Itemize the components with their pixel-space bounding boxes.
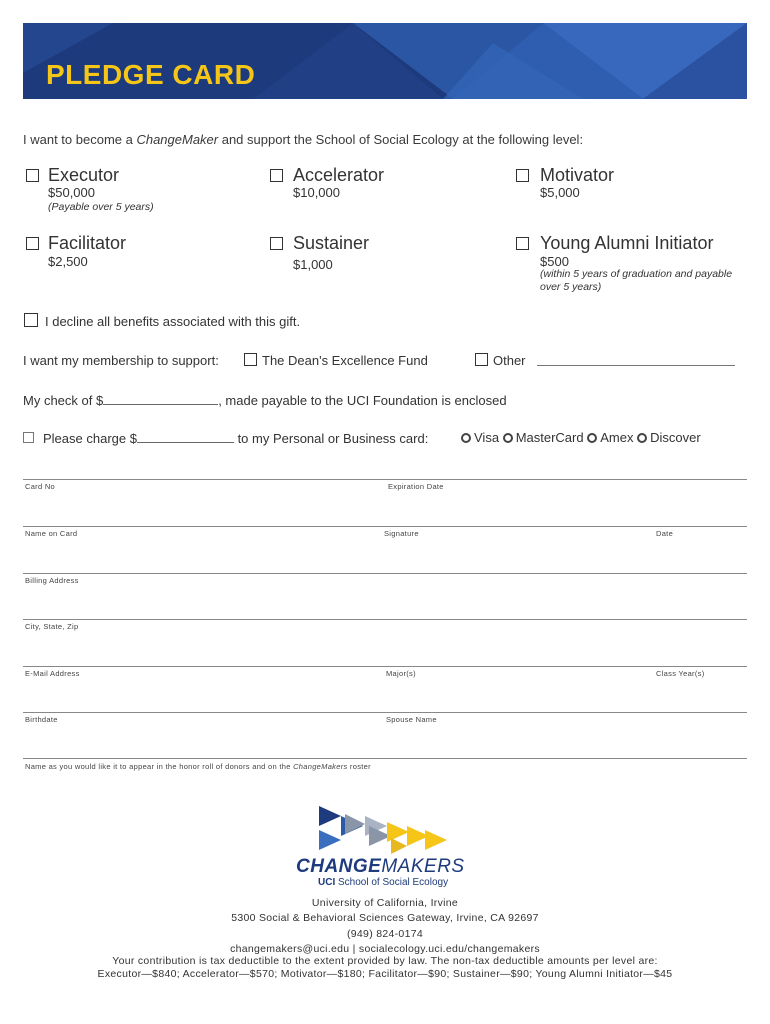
other-fund-label: Other bbox=[493, 353, 526, 368]
discover-label: Discover bbox=[650, 430, 701, 445]
mastercard-label: MasterCard bbox=[515, 430, 584, 445]
honor-roll-label: Name as you would like it to appear in the honor roll of donors and on the ChangeMakers roster bbox=[25, 762, 371, 771]
executor-checkbox[interactable] bbox=[26, 169, 39, 182]
card-type-options bbox=[461, 430, 701, 445]
motivator-checkbox[interactable] bbox=[516, 169, 529, 182]
footer-phone: (949) 824-0174 bbox=[346, 928, 423, 940]
check-line: My check of $ , made payable to the UCI Foundation is enclosed bbox=[23, 393, 507, 408]
card-number-field-line[interactable] bbox=[23, 526, 747, 527]
level-sustainer-name: Sustainer bbox=[293, 233, 370, 253]
email-label: E-Mail Address bbox=[25, 669, 80, 678]
footer-address: 5300 Social & Behavioral Sciences Gateway, Irvine, CA 92697 bbox=[231, 912, 539, 924]
page-title: PLEDGE CARD bbox=[46, 59, 256, 90]
level-accelerator-name: Accelerator bbox=[293, 165, 385, 185]
email-field-line[interactable] bbox=[23, 712, 747, 713]
majors-label: Major(s) bbox=[386, 669, 416, 678]
level-sustainer-amount: $1,000 bbox=[293, 257, 333, 272]
level-young-alumni-amount: $500 bbox=[540, 254, 569, 269]
logo-subtitle: UCI School of Social Ecology bbox=[318, 877, 449, 888]
name-on-card-field-line[interactable] bbox=[23, 573, 747, 574]
charge-card-checkbox[interactable] bbox=[23, 432, 34, 443]
sustainer-checkbox[interactable] bbox=[270, 237, 283, 250]
city-state-zip-field-line[interactable] bbox=[23, 666, 747, 667]
footer-university: University of California, Irvine bbox=[311, 897, 459, 909]
level-executor-note: (Payable over 5 years) bbox=[48, 201, 154, 213]
discover-radio[interactable] bbox=[637, 433, 647, 443]
accelerator-checkbox[interactable] bbox=[270, 169, 283, 182]
visa-label: Visa bbox=[474, 430, 500, 445]
class-years-label: Class Year(s) bbox=[656, 669, 705, 678]
billing-address-field-line[interactable] bbox=[23, 619, 747, 620]
facilitator-checkbox[interactable] bbox=[26, 237, 39, 250]
membership-label: I want my membership to support: bbox=[23, 353, 219, 368]
pledge-card-banner bbox=[23, 23, 747, 99]
signature-label: Signature bbox=[384, 529, 419, 538]
young-alumni-checkbox[interactable] bbox=[516, 237, 529, 250]
charge-amount-input[interactable] bbox=[137, 430, 234, 443]
date-label: Date bbox=[656, 529, 674, 538]
charge-line: Please charge $ to my Personal or Business card: bbox=[43, 431, 429, 446]
footer-tax-amounts: Executor—$840; Accelerator—$570; Motivator—$180; Facilitator—$90; Sustainer—$90; Young Alumni Initiator—$45 bbox=[97, 968, 673, 980]
expiration-date-label: Expiration Date bbox=[388, 482, 444, 491]
level-facilitator-name: Facilitator bbox=[48, 233, 127, 253]
check-amount-input[interactable] bbox=[103, 392, 218, 405]
amex-radio[interactable] bbox=[587, 433, 597, 443]
logo-wordmark: CHANGEMAKERS bbox=[296, 856, 465, 877]
level-facilitator-amount: $2,500 bbox=[48, 254, 88, 269]
birthdate-label: Birthdate bbox=[25, 715, 58, 724]
decline-benefits-label: I decline all benefits associated with this gift. bbox=[45, 314, 301, 329]
deans-fund-checkbox[interactable] bbox=[244, 353, 257, 366]
visa-radio[interactable] bbox=[461, 433, 471, 443]
footer-tax-note: Your contribution is tax deductible to the extent provided by law. The non-tax deductible amounts per level are: bbox=[112, 955, 658, 967]
card-number-label: Card No bbox=[25, 482, 56, 491]
name-on-card-label: Name on Card bbox=[25, 529, 78, 538]
level-executor-amount: $50,000 bbox=[48, 185, 95, 200]
spouse-name-label: Spouse Name bbox=[386, 715, 437, 724]
billing-address-label: Billing Address bbox=[25, 576, 79, 585]
birthdate-field-line[interactable] bbox=[23, 758, 747, 759]
footer-contact: changemakers@uci.edu | socialecology.uci.edu/changemakers bbox=[230, 943, 540, 955]
changemakers-logo-icon bbox=[295, 800, 455, 856]
decline-benefits-checkbox[interactable] bbox=[24, 313, 38, 327]
level-young-alumni-note: (within 5 years of graduation and payable over 5 years) bbox=[540, 268, 733, 293]
intro-text: I want to become a ChangeMaker and support the School of Social Ecology at the following level: bbox=[23, 132, 584, 147]
other-fund-input[interactable] bbox=[537, 365, 735, 366]
level-accelerator-amount: $10,000 bbox=[293, 185, 340, 200]
divider bbox=[23, 479, 747, 480]
level-motivator-name: Motivator bbox=[540, 165, 615, 185]
mastercard-radio[interactable] bbox=[503, 433, 513, 443]
level-motivator-amount: $5,000 bbox=[540, 185, 580, 200]
level-young-alumni-name: Young Alumni Initiator bbox=[540, 233, 714, 253]
deans-fund-label: The Dean's Excellence Fund bbox=[262, 353, 428, 368]
other-fund-checkbox[interactable] bbox=[475, 353, 488, 366]
city-state-zip-label: City, State, Zip bbox=[25, 622, 79, 631]
amex-label: Amex bbox=[600, 430, 634, 445]
level-executor-name: Executor bbox=[48, 165, 120, 185]
